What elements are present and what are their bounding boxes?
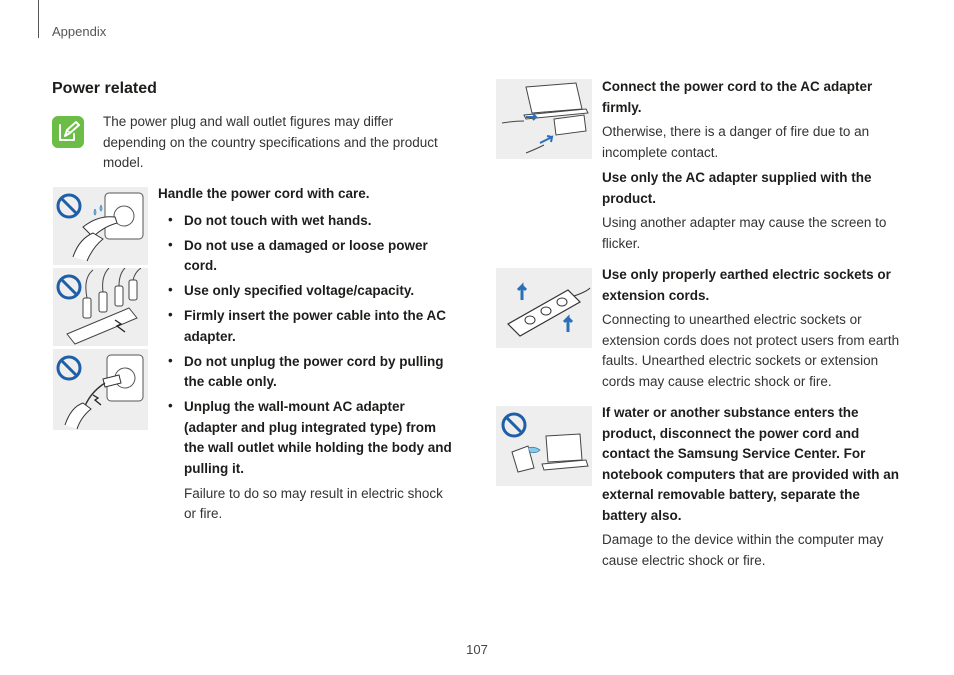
bullet-glyph: •	[168, 307, 173, 322]
bullet-glyph: •	[168, 352, 173, 368]
bullet-text: Unplug the wall-mount AC adapter (adapter and plug integrated type) from the wall outlet while holding the body and pulling it.	[184, 399, 452, 476]
bullet-text: Firmly insert the power cable into the AC adapter.	[184, 308, 447, 344]
left-followup-text: Failure to do so may result in electric shock or fire.	[184, 485, 443, 521]
right-item-body: Otherwise, there is a danger of fire due to an incomplete contact.	[602, 124, 870, 160]
wet-hands-plug-illustration	[53, 187, 148, 265]
list-item	[158, 211, 458, 232]
water-spill-illustration	[496, 406, 592, 486]
bullet-text: Use only specified voltage/capacity.	[184, 283, 415, 298]
list-item	[158, 281, 458, 302]
list-item	[158, 306, 458, 347]
bullet-text: Do not use a damaged or loose power cord.	[184, 237, 428, 273]
section-title: Power related	[52, 80, 157, 97]
list-item	[158, 352, 458, 393]
right-item-heading: Use only the AC adapter supplied with the product.	[602, 170, 872, 206]
note-pencil-icon	[52, 116, 84, 148]
bullet-glyph: •	[168, 236, 173, 252]
page-number: 107	[466, 642, 488, 657]
right-item-heading: Use only properly earthed electric sockets or extension cords.	[602, 267, 891, 303]
left-heading: Handle the power cord with care.	[158, 186, 370, 201]
right-item-body: Using another adapter may cause the screen to flicker.	[602, 215, 887, 251]
list-item	[158, 236, 458, 277]
right-item-1	[602, 77, 902, 163]
right-item-body: Connecting to unearthed electric sockets or extension cords does not protect users from earth faults. Unearthed electric sockets or extension cords may cause electric shock or fire.	[602, 312, 900, 389]
right-item-2	[602, 168, 902, 254]
left-bullet-list	[158, 211, 458, 480]
pulling-cord-illustration	[53, 349, 148, 430]
bullet-glyph: •	[168, 211, 173, 227]
ac-adapter-connection-illustration	[496, 79, 592, 159]
right-item-4	[602, 403, 902, 571]
header-rule	[38, 0, 39, 38]
note-text: The power plug and wall outlet figures may differ depending on the country specifications and the product model.	[103, 114, 438, 170]
bullet-glyph: •	[168, 398, 173, 413]
overloaded-power-strip-illustration	[53, 268, 148, 346]
earthed-extension-cord-illustration	[496, 268, 592, 348]
header-section-label: Appendix	[52, 24, 107, 39]
bullet-text: Do not unplug the power cord by pulling the cable only.	[184, 353, 444, 389]
bullet-text: Do not touch with wet hands.	[184, 212, 372, 228]
right-item-body: Damage to the device within the computer may cause electric shock or fire.	[602, 532, 884, 568]
left-column	[158, 184, 458, 525]
list-item	[158, 397, 458, 479]
bullet-glyph: •	[168, 282, 173, 297]
right-item-3	[602, 265, 902, 392]
right-item-heading: If water or another substance enters the product, disconnect the power cord and contact the Samsung Service Center. For notebook computers that are provided with an external removable battery, separate the battery also.	[602, 405, 900, 523]
right-item-heading: Connect the power cord to the AC adapter firmly.	[602, 79, 873, 115]
